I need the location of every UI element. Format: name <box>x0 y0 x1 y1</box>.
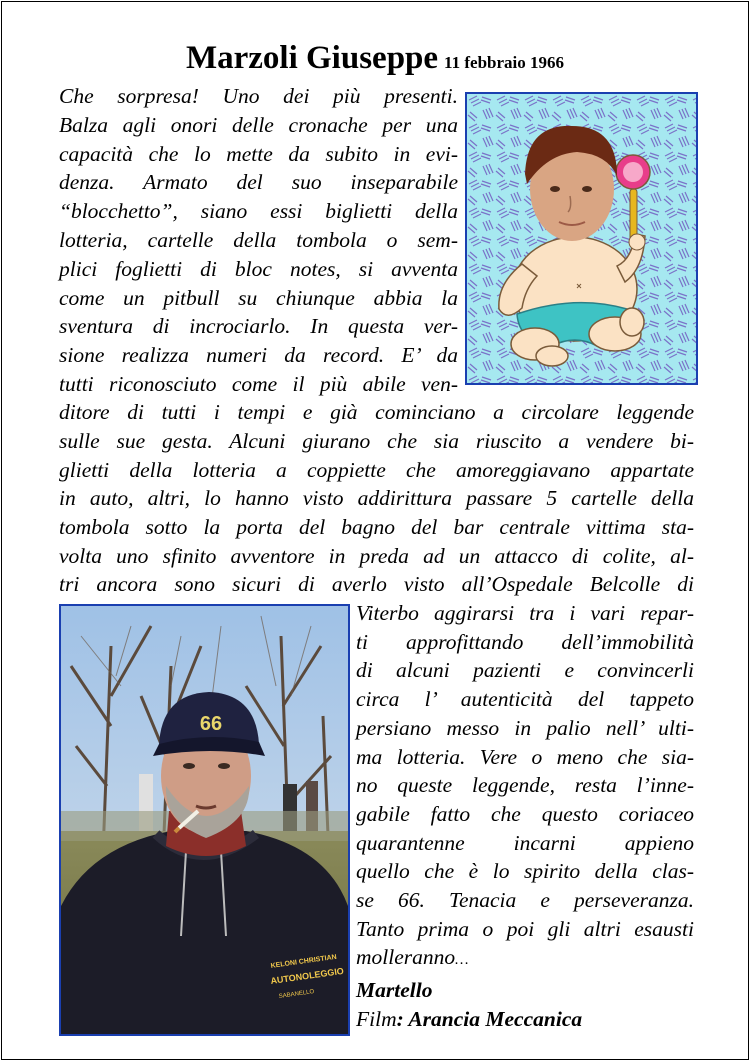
page-heading <box>2 40 748 77</box>
shirt-print-3: SABANELLO <box>278 989 315 1000</box>
text-line: ma lotteria. Vere o meno che sia- <box>356 745 694 769</box>
birth-date: 11 febbraio 1966 <box>444 53 564 72</box>
text-line: tri ancora sono sicuri di averlo visto all’Ospedale Belcolle di <box>59 572 694 596</box>
baby-cartoon-image <box>465 92 698 385</box>
text-line: lotteria, cartelle della tombola o sem- <box>59 228 458 252</box>
text-line: quarantenne incarni appieno <box>356 831 694 855</box>
text-line: “blocchetto”, siano essi biglietti della <box>59 199 458 223</box>
text-line: persiano messo in palio nell’ ulti- <box>356 716 694 740</box>
text-line: in auto, altri, lo hanno visto addirittura passare 5 cartelle della <box>59 486 694 510</box>
text-line: come un pitbull su chiunque abbia la <box>59 286 458 310</box>
text-line: se 66. Tenacia e perseveranza. <box>356 888 694 912</box>
text-line: tutti riconosciuto come il più abile ven- <box>59 372 458 396</box>
text-line: Balza agli onori delle cronache per una <box>59 113 458 137</box>
text-line: quello che è lo spirito della clas- <box>356 859 694 883</box>
text-line: ditore di tutti i tempi e già cominciano a circolare leggende <box>59 400 694 424</box>
text-line: no queste leggende, resta l’inne- <box>356 773 694 797</box>
text-line: di alcuni pazienti e convincerli <box>356 658 694 682</box>
text-line-final <box>356 943 694 975</box>
text-line: Tanto prima o poi gli altri esausti <box>356 917 694 941</box>
film-label: Film <box>356 1007 397 1031</box>
text-line: sventura di incrociarlo. In questa ver- <box>59 314 458 338</box>
text-line: tombola sotto la porta del bagno del bar centrale vittima sta- <box>59 515 694 539</box>
page <box>1 1 749 1060</box>
text-line: Che sorpresa! Uno dei più presenti. <box>59 84 458 108</box>
signature-nickname: Martello <box>356 978 433 1002</box>
portrait-photo <box>59 604 350 1036</box>
text-line: glietti della lotteria a coppiette che amoreggiavano appartate <box>59 458 694 482</box>
text-line: sione realizza numeri da record. E’ da <box>59 343 458 367</box>
text-line: capacità che lo mette da subito in evi- <box>59 142 458 166</box>
shirt-print-1: KELONI CHRISTIAN <box>270 953 338 970</box>
text-line: circa l’ autenticità del tappeto <box>356 687 694 711</box>
person-name: Marzoli Giuseppe <box>185 40 439 76</box>
text-line: plici foglietti di bloc notes, si avventa <box>59 257 458 281</box>
text-line: ti approfittando dell’immobilità <box>356 630 694 654</box>
text-line: gabile fatto che questo coriaceo <box>356 802 694 826</box>
ellipsis: … <box>455 952 469 968</box>
cap-number: 66 <box>199 713 223 735</box>
film-title: : Arancia Meccanica <box>396 1007 583 1031</box>
text-line: volta uno sfinito avventore in preda ad un attacco di colite, al- <box>59 544 694 568</box>
signature-film <box>356 1007 582 1032</box>
text-line: sulle sue gesta. Alcuni giurano che sia riuscito a vendere bi- <box>59 429 694 453</box>
text-line: Viterbo aggirarsi tra i vari repar- <box>356 601 694 625</box>
shirt-print-2: AUTONOLEGGIO <box>269 965 345 986</box>
text-line: denza. Armato del suo inseparabile <box>59 170 458 194</box>
final-word: molleranno <box>356 945 456 969</box>
